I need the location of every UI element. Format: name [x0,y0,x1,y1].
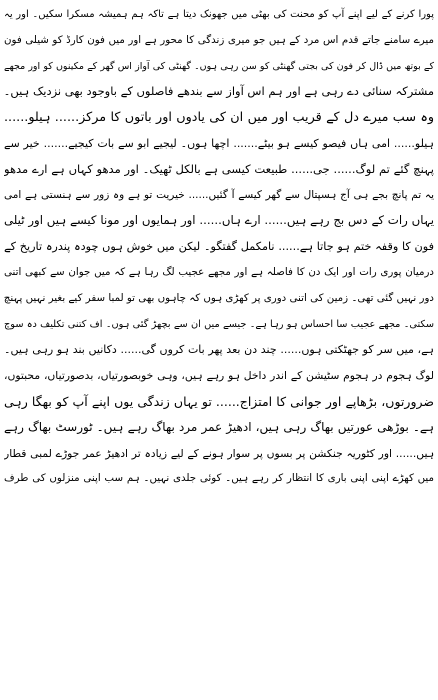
text-line-18: ہیں...... اور کٹوریہ جنکشن پر بسوں پر سوار ہونے کے لیے زیادہ تر ادھیڑ عمر جوڑے لمبی قطار [4,446,434,460]
text-line-19: میں کھڑے اپنی اپنی باری کا انتظار کر رہے ہیں۔ کوئی جلدی نہیں۔ ہم سب اپنی منزلوں کی طرف [4,472,434,485]
text-line-6: ہیلو...... امی ہاں فیصو کیسے ہو بیٹے....... اچھا ہوں۔ لیجیے ابو سے بات کیجیے....... خیر سے [4,136,434,150]
text-line-8: یہ تم پانچ بجے ہی آج ہسپتال سے گھر کیسے آ گئیں...... خیریت تو ہے وہ زور سے ہنستی ہے امی [4,188,434,201]
text-line-13: سکتی۔ مجھے عجیب سا احساس ہو رہا ہے۔ جیسے میں ان سے بچھڑ گئی ہوں۔ اف کتنی تکلیف دہ سوچ [4,318,434,330]
text-line-15: لوگ ہجوم در ہجوم سٹیشن کے اندر داخل ہو رہے ہیں، وہی خوبصورتیاں، بدصورتیاں، محبتوں، [4,369,434,383]
text-line-12: دور نہیں گئی تھی۔ زمین کی اتنی دوری پر کھڑی ہوں کہ چاہوں بھی تو لمبا سفر کیے بغیر نہیں پہنچ [4,291,434,304]
text-line-17: ہے۔ بوڑھی عورتیں بھاگ رہی ہیں، ادھیڑ عمر مرد بھاگ رہے ہیں۔ ٹورسٹ بھاگ رہے [4,419,434,434]
text-line-4: مشترکہ سنائی دے رہی ہے اور ہم اس آواز سے بندھے فاصلوں کے باوجود بھی نزدیک ہیں۔ [4,84,434,99]
text-line-2: میرے سامنے جاتے قدم اس مرد کے ہیں جو میری زندگی کا محور ہے اور میں فون کارڈ کو شیلی فون [4,33,434,46]
text-line-7: پہنچ گئے تم لوگ...... جی...... طبیعت کیسی ہے بالکل ٹھیک۔ اور مدھو کہاں ہے ارے مدھو [4,161,434,176]
text-line-16: ضرورتوں، بڑھاپے اور جوانی کا امتزاج...... تو یہاں زندگی یوں اپنے آپ کو بھگا رہی [4,393,434,409]
text-line-3: کے بوتھ میں ڈال کر فون کی بجتی گھنٹی کو سن رہی ہوں۔ گھنٹی کی آواز اس گھر کے مکینوں کو اور مجھے [4,60,434,72]
text-line-5: وہ سب میرے دل کے قریب اور میں ان کی یادوں اور باتوں کا مرکز...... ہیلو...... [4,110,434,126]
text-line-14: ہے، میں سر کو جھٹکتی ہوں...... چند دن بعد پھر بات کروں گی...... دکانیں بند ہو رہی ہیں۔ [4,343,434,357]
text-line-11: درمیان پوری رات اور ایک دن کا فاصلہ ہے اور مجھے عجیب لگ رہا ہے کہ میں جوان سے کبھی اتنی [4,265,434,278]
text-line-9: یہاں رات کے دس بج رہے ہیں...... ارے ہاں...... اور ہمایوں اور مونا کیسے ہیں اور ٹیلی [4,213,434,228]
text-line-1: پورا کرنے کے لیے اپنے آپ کو محنت کی بھٹی میں جھونک دیتا ہے تاکہ ہم ہمیشہ مسکرا سکیں۔ اور یہ [4,9,434,20]
text-line-10: فون کا وقفہ ختم ہو جاتا ہے...... نامکمل گفتگو۔ لیکن میں خوش ہوں چودہ پندرہ تاریخ کے [4,240,434,254]
